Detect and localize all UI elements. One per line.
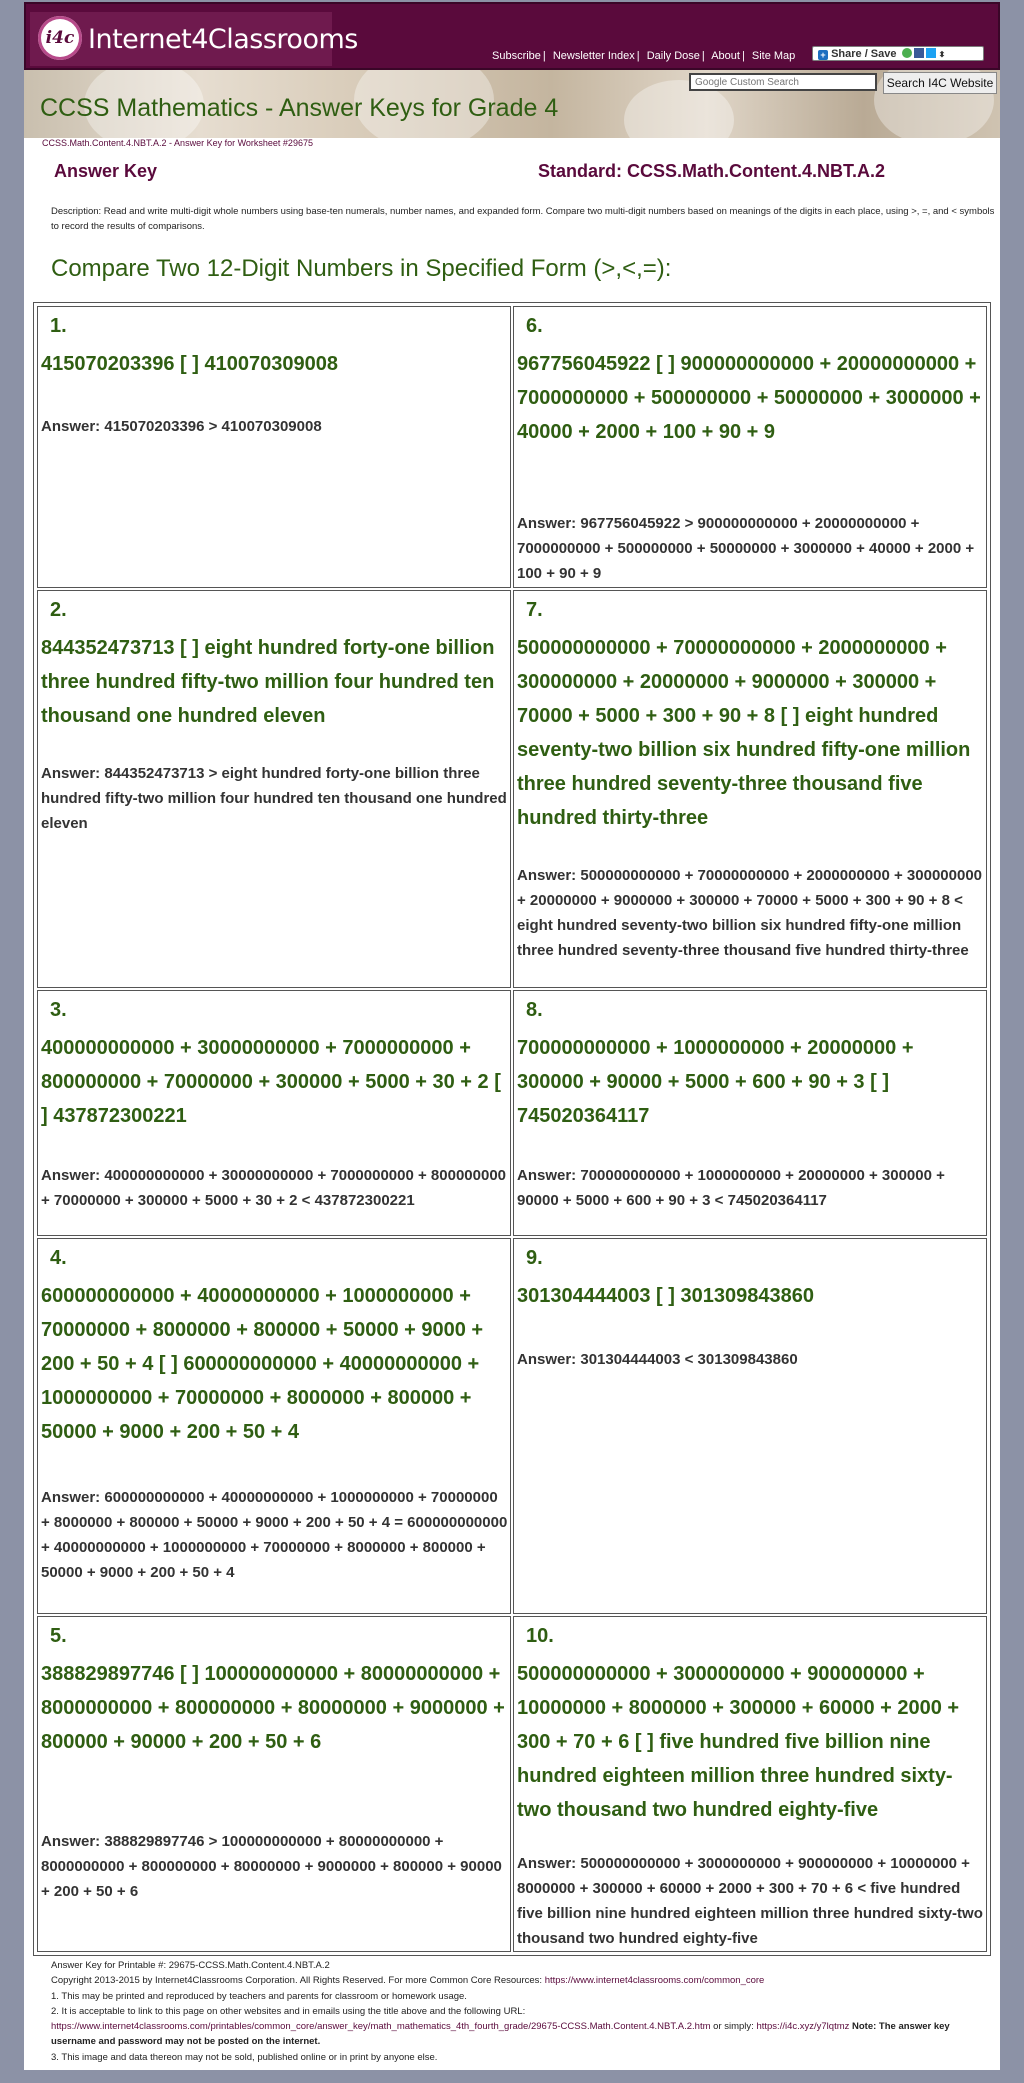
share-label: Share / Save bbox=[831, 48, 897, 60]
nav-newsletter-index[interactable]: Newsletter Index bbox=[552, 50, 635, 62]
problem-answer: Answer: 600000000000 + 40000000000 + 1000000000 + 70000000 + 8000000 + 800000 + 50000 + 9000 + 200 + 50 + 4 = 600000000000 + 40000000000 + 1000000000 + 70000000 + 8000000 + 800000 + 50000 + 9000 + 200 + 50 + 4 bbox=[41, 1489, 508, 1581]
problem-number: 5. bbox=[50, 1625, 67, 1647]
logo-badge: i4c bbox=[38, 16, 82, 60]
nav-about[interactable]: About bbox=[711, 50, 740, 62]
problem-question: 600000000000 + 40000000000 + 1000000000 + 70000000 + 8000000 + 800000 + 50000 + 9000 + 200 + 50 + 4 [ ] 600000000000 + 40000000000 + 1000000000 + 70000000 + 8000000 + 800000 + 50000 + 9000 + 200 + 50 + 4 bbox=[41, 1285, 484, 1443]
footer-printable-id: Answer Key for Printable #: 29675-CCSS.Math.Content.4.NBT.A.2 bbox=[51, 1960, 330, 1971]
problem-question: 500000000000 + 3000000000 + 900000000 + 10000000 + 8000000 + 300000 + 60000 + 2000 + 300 + 70 + 6 [ ] five hundred five billion nine hundred eighteen million three hundred sixty-two thousand two hundred eighty-five bbox=[517, 1663, 960, 1821]
search-button[interactable]: Search I4C Website bbox=[883, 72, 997, 94]
problem-answer: Answer: 301304444003 < 301309843860 bbox=[517, 1351, 798, 1368]
problem-cell-8 bbox=[513, 990, 987, 1236]
description: Description: Read and write multi-digit whole numbers using base-ten numerals, number names, and expanded form. Compare two multi-digit numbers based on meanings of the digits in each place, using >, =, and < symbols to record the results of comparisons. bbox=[51, 206, 995, 232]
logo-text: Internet4Classrooms bbox=[88, 24, 358, 55]
footer-note-3: 3. This image and data thereon may not be sold, published online or in print by anyone else. bbox=[51, 2051, 438, 2063]
standard-heading: Standard: CCSS.Math.Content.4.NBT.A.2 bbox=[538, 161, 886, 181]
problem-cell-3 bbox=[37, 990, 511, 1236]
footer-note-1: 1. This may be printed and reproduced by teachers and parents for classroom or homework usage. bbox=[51, 1990, 467, 2002]
footer-copyright bbox=[51, 1973, 997, 1988]
problem-number: 7. bbox=[526, 599, 543, 621]
problem-number: 9. bbox=[526, 1247, 543, 1269]
problem-cell-5 bbox=[37, 1616, 511, 1952]
problem-cell-4 bbox=[37, 1238, 511, 1614]
problem-cell-6 bbox=[513, 306, 987, 588]
site-header bbox=[24, 2, 1000, 70]
title-banner bbox=[24, 70, 1000, 138]
share-plus-icon: + bbox=[818, 50, 828, 60]
footer bbox=[51, 1958, 997, 2065]
share-save-button[interactable] bbox=[812, 46, 984, 61]
answer-key-heading: Answer Key bbox=[54, 161, 158, 181]
problem-number: 3. bbox=[50, 999, 67, 1021]
search-input[interactable] bbox=[689, 73, 877, 91]
short-url-link[interactable]: https://i4c.xyz/y7lqtmz bbox=[756, 2021, 850, 2033]
worksheet-title: Compare Two 12-Digit Numbers in Specified Form (>,<,=): bbox=[51, 255, 672, 282]
problem-answer: Answer: 700000000000 + 1000000000 + 20000000 + 300000 + 90000 + 5000 + 600 + 90 + 3 < 745020364117 bbox=[517, 1167, 945, 1209]
nav-separator: | bbox=[542, 50, 546, 62]
footer-note-2 bbox=[51, 2004, 997, 2050]
top-nav bbox=[492, 50, 795, 62]
problem-cell-7 bbox=[513, 590, 987, 988]
page bbox=[24, 2, 1000, 2070]
nav-separator: | bbox=[741, 50, 745, 62]
problem-question: 500000000000 + 70000000000 + 2000000000 + 300000000 + 20000000 + 9000000 + 300000 + 70000 + 5000 + 300 + 90 + 8 [ ] eight hundred seventy-two billion six hundred fifty-one million three hundred seventy-three thousand five hundred thirty-three bbox=[517, 637, 971, 829]
worksheet-url-link[interactable]: https://www.internet4classrooms.com/printables/common_core/answer_key/math_mathematics_4th_fourth_grade/29675-CCSS.Math.Content.4.NBT.A.2.htm bbox=[51, 2021, 711, 2033]
problem-cell-2 bbox=[37, 590, 511, 988]
problem-answer: Answer: 500000000000 + 3000000000 + 900000000 + 10000000 + 8000000 + 300000 + 60000 + 2000 + 300 + 70 + 6 < five hundred five billion nine hundred eighteen million three hundred sixty-two thousand two hundred eighty-five bbox=[517, 1855, 983, 1947]
problem-answer: Answer: 967756045922 > 900000000000 + 20000000000 + 7000000000 + 500000000 + 50000000 + 3000000 + 40000 + 2000 + 100 + 90 + 9 bbox=[517, 515, 975, 582]
nav-separator: | bbox=[701, 50, 705, 62]
page-title: CCSS Mathematics - Answer Keys for Grade 4 bbox=[40, 94, 559, 122]
note2-text: 2. It is acceptable to link to this page on other websites and in emails using the title above and the following URL: bbox=[51, 2005, 526, 2017]
facebook-icon bbox=[914, 48, 924, 58]
site-logo[interactable] bbox=[30, 12, 358, 66]
problem-number: 4. bbox=[50, 1247, 67, 1269]
nav-daily-dose[interactable]: Daily Dose bbox=[646, 50, 700, 62]
problem-number: 8. bbox=[526, 999, 543, 1021]
problem-answer: Answer: 415070203396 > 410070309008 bbox=[41, 418, 322, 435]
nav-subscribe[interactable]: Subscribe bbox=[492, 50, 541, 62]
problem-number: 6. bbox=[526, 315, 543, 337]
problem-cell-10 bbox=[513, 1616, 987, 1952]
problem-question: 700000000000 + 1000000000 + 20000000 + 300000 + 90000 + 5000 + 600 + 90 + 3 [ ] 745020364117 bbox=[517, 1037, 914, 1127]
twitter-icon bbox=[926, 48, 936, 58]
breadcrumb[interactable]: CCSS.Math.Content.4.NBT.A.2 - Answer Key for Worksheet #29675 bbox=[42, 138, 313, 148]
problem-answer: Answer: 844352473713 > eight hundred forty-one billion three hundred fifty-two million four hundred ten thousand one hundred eleven bbox=[41, 765, 507, 832]
share-email-icon bbox=[902, 48, 912, 58]
share-dropdown-icon: ⬍ bbox=[938, 50, 946, 59]
nav-separator: | bbox=[636, 50, 640, 62]
note2-warning: Note: The answer key username and password may not be posted on the internet. bbox=[51, 2021, 950, 2048]
problem-question: 415070203396 [ ] 410070309008 bbox=[41, 353, 338, 375]
problem-cell-1 bbox=[37, 306, 511, 588]
problem-number: 1. bbox=[50, 315, 67, 337]
problem-cell-9 bbox=[513, 1238, 987, 1614]
problem-answer: Answer: 400000000000 + 30000000000 + 7000000000 + 800000000 + 70000000 + 300000 + 5000 + 30 + 2 < 437872300221 bbox=[41, 1167, 507, 1209]
problem-number: 10. bbox=[526, 1625, 554, 1647]
problem-answer: Answer: 500000000000 + 70000000000 + 2000000000 + 300000000 + 20000000 + 9000000 + 300000 + 70000 + 5000 + 300 + 90 + 8 < eight hundred seventy-two billion six hundred fifty-one million three hundred seventy-three thousand five hundred thirty-three bbox=[517, 867, 983, 959]
nav-site-map[interactable]: Site Map bbox=[751, 50, 796, 62]
problem-question: 301304444003 [ ] 301309843860 bbox=[517, 1285, 814, 1307]
answer-grid bbox=[33, 302, 991, 1956]
problem-question: 844352473713 [ ] eight hundred forty-one billion three hundred fifty-two million four hundred ten thousand one hundred eleven bbox=[41, 637, 495, 727]
note2-or: or simply: bbox=[713, 2021, 754, 2033]
problem-number: 2. bbox=[50, 599, 67, 621]
problem-answer: Answer: 388829897746 > 100000000000 + 80000000000 + 8000000000 + 800000000 + 80000000 + 9000000 + 800000 + 90000 + 200 + 50 + 6 bbox=[41, 1833, 502, 1900]
problem-question: 388829897746 [ ] 100000000000 + 80000000000 + 8000000000 + 800000000 + 80000000 + 9000000 + 800000 + 90000 + 200 + 50 + 6 bbox=[41, 1663, 505, 1753]
common-core-resources-link[interactable]: https://www.internet4classrooms.com/common_core bbox=[544, 1975, 765, 1987]
problem-question: 400000000000 + 30000000000 + 7000000000 + 800000000 + 70000000 + 300000 + 5000 + 30 + 2 [ ] 437872300221 bbox=[41, 1037, 501, 1127]
problem-question: 967756045922 [ ] 900000000000 + 20000000000 + 7000000000 + 500000000 + 50000000 + 3000000 + 40000 + 2000 + 100 + 90 + 9 bbox=[517, 353, 981, 443]
copyright-text: Copyright 2013-2015 by Internet4Classrooms Corporation. All Rights Reserved. For more Common Core Resources: bbox=[51, 1975, 543, 1987]
